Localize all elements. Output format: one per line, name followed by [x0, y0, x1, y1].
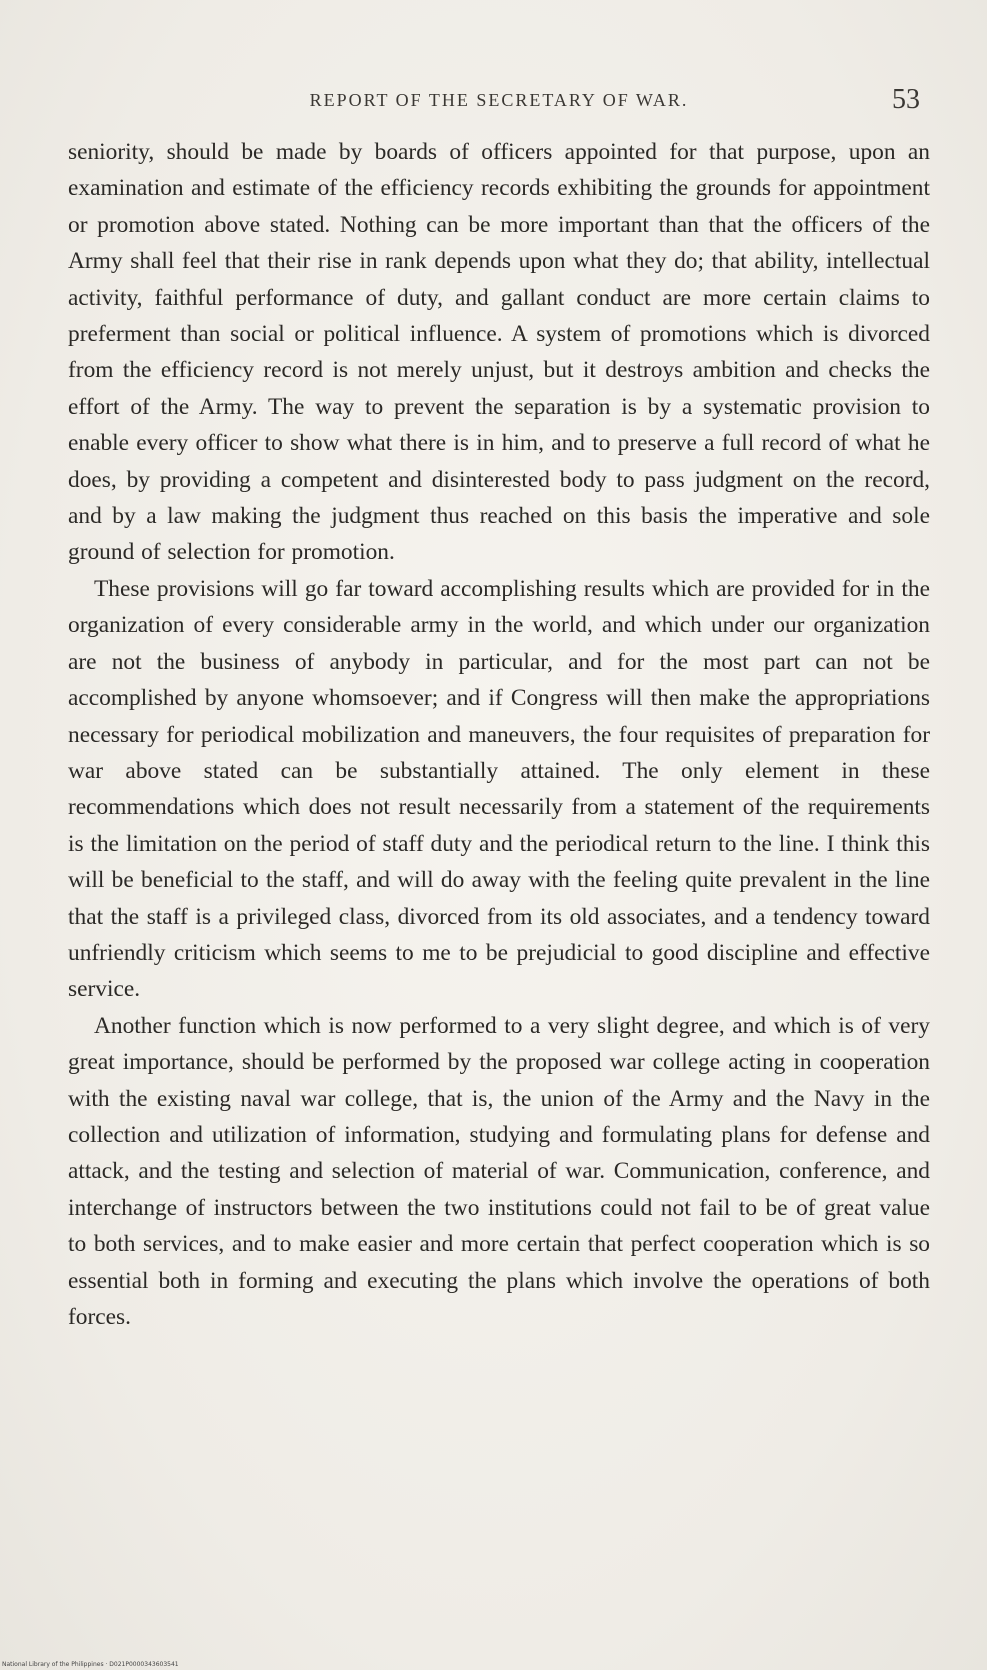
scan-footer: National Library of the Philippines · D021P0000343603541: [2, 1661, 179, 1668]
paragraph-2: These provisions will go far toward accomplishing results which are provided for in the organization of every considerable army in the world, and which under our organization are not the business of anybody in particular, and for the most part can not be accomplished by anyone whomsoever; and if Congress will then make the appropriations necessary for periodical mobilization and maneuvers, the four requisites of preparation for war above stated can be substantially attained. The only element in these recommendations which does not result necessarily from a statement of the requirements is the limitation on the period of staff duty and the periodical return to the line. I think this will be beneficial to the staff, and will do away with the feeling quite prevalent in the line that the staff is a privileged class, divorced from its old associates, and a tendency toward unfriendly criticism which seems to me to be prejudicial to good discipline and effective service.: [68, 575, 930, 1003]
page-number: 53: [892, 84, 920, 115]
body-text: [68, 134, 930, 1335]
paragraph-3: Another function which is now performed to a very slight degree, and which is of very great importance, should be performed by the proposed war college acting in cooperation with the existing naval war college, that is, the union of the Army and the Navy in the collection and utilization of information, studying and formulating plans for defense and attack, and the testing and selection of material of war. Communication, conference, and interchange of instructors between the two institutions could not fail to be of great value to both services, and to make easier and more certain that perfect cooperation which is so essential both in forming and executing the plans which involve the operations of both forces.: [68, 1012, 930, 1330]
paragraph-1: seniority, should be made by boards of officers appointed for that purpose, upon an examination and estimate of the efficiency records exhibiting the grounds for appointment or promotion above stated. Nothing can be more important than that the officers of the Army shall feel that their rise in rank depends upon what they do; that ability, intellectual activity, faithful performance of duty, and gallant conduct are more certain claims to preferment than social or political influence. A system of promotions which is divorced from the efficiency record is not merely unjust, but it destroys ambition and checks the effort of the Army. The way to prevent the separation is by a systematic provision to enable every officer to show what there is in him, and to preserve a full record of what he does, by providing a competent and disinterested body to pass judgment on the record, and by a law making the judgment thus reached on this basis the imperative and sole ground of selection for promotion.: [68, 139, 930, 566]
running-head: [68, 84, 930, 120]
running-title: REPORT OF THE SECRETARY OF WAR.: [309, 90, 689, 110]
